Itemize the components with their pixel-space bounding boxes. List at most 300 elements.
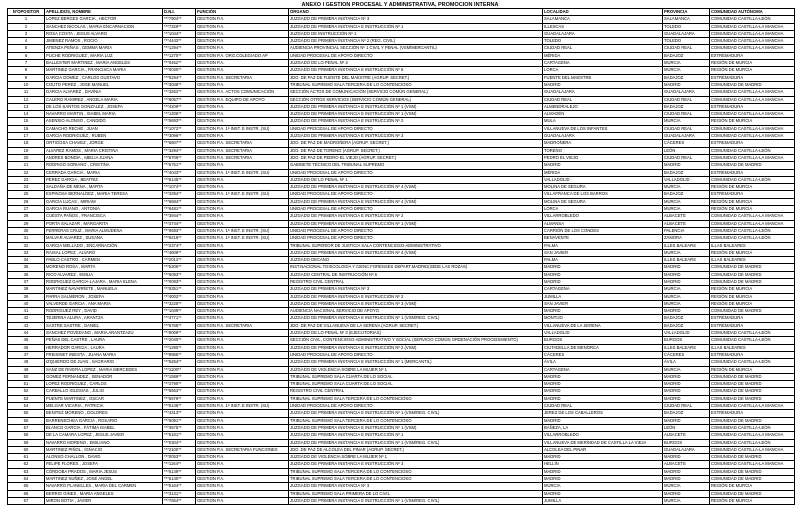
cell-comunidad: COMUNIDAD DE MADRID <box>710 395 795 402</box>
cell-nombre: ANDRES BONDIA , ABELIA JUANA <box>45 154 163 161</box>
table-row <box>8 213 795 220</box>
cell-provincia: BADAJOZ <box>663 103 710 110</box>
cell-funcion: GESTION P.A. <box>196 45 289 52</box>
cell-localidad: MÉRIDA <box>543 169 663 176</box>
cell-comunidad: COMUNIDAD CASTILLA-LA MANCHA <box>710 220 795 227</box>
cell-funcion: GESTION P.A. <box>196 198 289 205</box>
cell-dni: ***4771** <box>163 315 196 322</box>
table-row <box>8 45 795 52</box>
cell-organo: JUZGADO DE PRIMERA INSTANCIA E INSTRUCCIÓN Nº 1 (VSM) <box>289 424 543 431</box>
cell-provincia: GUADALAJARA <box>663 89 710 96</box>
cell-nombre: RODRIGUEZ GARCIA-LAJARA , MARIA ELENA <box>45 278 163 285</box>
cell-nombre: CARBALLO IGLESIAS , JULIO <box>45 388 163 395</box>
header-localidad: LOCALIDAD <box>543 9 663 16</box>
cell-nombre: NAVARRO MORENO , EMILIANO <box>45 439 163 446</box>
cell-provincia: VALLADOLID <box>663 176 710 183</box>
cell-localidad: ALMADÉN <box>543 111 663 118</box>
table-row <box>8 103 795 110</box>
cell-provincia: MURCIA <box>663 249 710 256</box>
cell-opositor: 18 <box>8 140 45 147</box>
cell-localidad: CÁCERES <box>543 351 663 358</box>
cell-nombre: FERRERAS CRUZ , MARIA ALMUDENA <box>45 227 163 234</box>
cell-nombre: CUESTA PAÑOS , FRANCISCA <box>45 213 163 220</box>
cell-dni: ***5091** <box>163 417 196 424</box>
cell-dni: ***4443** <box>163 38 196 45</box>
header-funcion: FUNCIÓN <box>196 9 289 16</box>
cell-organo: JUZGADO DE VIOLENCIA SOBRE LA MUJER Nº 1 <box>289 366 543 373</box>
cell-organo: GABINETE TÉCNICO DEL TRIBUNAL SUPREMO <box>289 162 543 169</box>
cell-dni: ***6145** <box>163 176 196 183</box>
cell-funcion: GESTION P.A. <box>196 476 289 483</box>
cell-localidad: VILLAFRANCA DE LOS BARROS <box>543 191 663 198</box>
table-row <box>8 81 795 88</box>
cell-localidad: SAN JAVIER <box>543 249 663 256</box>
cell-comunidad: COMUNIDAD CASTILLA-LEÓN <box>710 16 795 23</box>
table-row <box>8 388 795 395</box>
cell-organo: UNIDAD PROCESAL DE APOYO DIRECTO <box>289 351 543 358</box>
cell-opositor: 27 <box>8 206 45 213</box>
cell-dni: ***0693** <box>163 227 196 234</box>
table-row <box>8 74 795 81</box>
cell-comunidad: COMUNIDAD CASTILLA-LEÓN <box>710 176 795 183</box>
table-row <box>8 454 795 461</box>
cell-organo: TRIBUNAL SUPREMO SALA TERCERA DE LO CONTENCIOSO <box>289 81 543 88</box>
cell-opositor: 54 <box>8 403 45 410</box>
cell-localidad: GUADALAJARA <box>543 30 663 37</box>
table-row <box>8 133 795 140</box>
document-title: ANEXO I GESTION PROCESAL Y ADMINISTRATIVA, PROMOCION INTERNA <box>301 2 499 8</box>
cell-funcion: GESTION P.A. <box>196 351 289 358</box>
cell-opositor: 15 <box>8 118 45 125</box>
cell-organo: JUZGADO DE PRIMERA INSTANCIA Nº 3 <box>289 286 543 293</box>
cell-comunidad: COMUNIDAD DE MADRID <box>710 454 795 461</box>
cell-organo: TRIBUNAL SUPREMO SALA TERCERA DE LO CONTENCIOSO <box>289 395 543 402</box>
cell-localidad: VALLADOLID <box>543 176 663 183</box>
cell-nombre: ATIENZA PEÑAS , GEMMA MARIA <box>45 45 163 52</box>
cell-opositor: 31 <box>8 235 45 242</box>
cell-provincia: MADRID <box>663 308 710 315</box>
cell-nombre: GARCIA RUANO , ANTONIA <box>45 206 163 213</box>
cell-funcion: GESTION P.A. 1ª INST. E INSTR. (SU) <box>196 169 289 176</box>
cell-organo: JUZGADO DE PRIMERA INSTANCIA E INSTRUCCIÓN Nº 1 (VSM/REG. CIVIL) <box>289 497 543 504</box>
table-row <box>8 147 795 154</box>
cell-dni: ***9965** <box>163 351 196 358</box>
cell-organo: JUZGADO DE PRIMERA INSTANCIA E INSTRUCCIÓN Nº 4 (VSM) <box>289 249 543 256</box>
cell-nombre: GARCIA GOMEZ , CARLOS GUSTAVO <box>45 74 163 81</box>
cell-nombre: GARCIA LUCAS , MIRIAM <box>45 198 163 205</box>
table-row <box>8 89 795 96</box>
cell-organo: JUZGADO DE PRIMERA INSTANCIA Nº 3 <box>289 483 543 490</box>
cell-dni: ***4313** <box>163 410 196 417</box>
cell-provincia: MURCIA <box>663 206 710 213</box>
cell-opositor: 44 <box>8 330 45 337</box>
cell-dni: ***1100** <box>163 366 196 373</box>
cell-comunidad: EXTREMADURA <box>710 191 795 198</box>
cell-provincia: MADRID <box>663 417 710 424</box>
cell-dni: ***1294** <box>163 45 196 52</box>
cell-dni: ***5149** <box>163 468 196 475</box>
cell-opositor: 5 <box>8 45 45 52</box>
cell-dni: ***0304** <box>163 439 196 446</box>
cell-comunidad: REGIÓN DE MURCIA <box>710 60 795 67</box>
cell-opositor: 52 <box>8 388 45 395</box>
cell-localidad: MOLINA DE SEGURA <box>543 198 663 205</box>
cell-provincia: CIUDAD REAL <box>663 96 710 103</box>
table-row <box>8 373 795 380</box>
table-row <box>8 60 795 67</box>
cell-nombre: FELIPE FLORES , JOSEFA <box>45 461 163 468</box>
cell-opositor: 45 <box>8 337 45 344</box>
cell-provincia: BADAJOZ <box>663 191 710 198</box>
cell-provincia: MURCIA <box>663 60 710 67</box>
cell-opositor: 43 <box>8 322 45 329</box>
cell-opositor: 67 <box>8 497 45 504</box>
cell-nombre: BENITEZ MORENO , DOLORES <box>45 410 163 417</box>
cell-localidad: BAÑEZA, LA <box>543 424 663 431</box>
cell-localidad: HELLÍN <box>543 461 663 468</box>
cell-nombre: RODRIGO SORIANO , CRISTINA <box>45 162 163 169</box>
cell-dni: ***3944** <box>163 213 196 220</box>
cell-provincia: ALBACETE <box>663 432 710 439</box>
cell-comunidad: EXTREMADURA <box>710 52 795 59</box>
cell-nombre: PUENTE MARTINEZ , OSCAR <box>45 395 163 402</box>
cell-localidad: PEDRO EL VIEJO <box>543 154 663 161</box>
cell-provincia: CIUDAD REAL <box>663 125 710 132</box>
cell-nombre: MALVAR ALVAREZ , SUSANA <box>45 235 163 242</box>
cell-localidad: PALMA <box>543 242 663 249</box>
cell-opositor: 14 <box>8 111 45 118</box>
cell-provincia: GUADALAJARA <box>663 30 710 37</box>
cell-provincia: MADRID <box>663 388 710 395</box>
cell-funcion: GESTION P.A. <box>196 176 289 183</box>
cell-localidad: CARRIÓN DE LOS CONDES <box>543 227 663 234</box>
cell-funcion: GESTION P.A. <box>196 490 289 497</box>
table-header-row <box>8 9 795 16</box>
cell-provincia: BADAJOZ <box>663 52 710 59</box>
cell-comunidad: COMUNIDAD DE MADRID <box>710 388 795 395</box>
cell-dni: ***3096** <box>163 133 196 140</box>
cell-localidad: MADRID <box>543 381 663 388</box>
cell-nombre: MARTINEZ PIÑOL , IGNACIO <box>45 446 163 453</box>
cell-comunidad: COMUNIDAD CASTILLA-LEÓN <box>710 424 795 431</box>
cell-localidad: MADRID <box>543 476 663 483</box>
cell-nombre: HERRADOR GARCIA , LAURA <box>45 344 163 351</box>
cell-opositor: 41 <box>8 308 45 315</box>
cell-opositor: 11 <box>8 89 45 96</box>
cell-opositor: 2 <box>8 23 45 30</box>
cell-dni: ***5140** <box>163 476 196 483</box>
cell-provincia: VALLADOLID <box>663 330 710 337</box>
cell-opositor: 22 <box>8 169 45 176</box>
table-row <box>8 476 795 483</box>
cell-organo: JUZGADO DECANO <box>289 257 543 264</box>
cell-funcion: GESTION P.A. <box>196 461 289 468</box>
header-organo: ÓRGANO <box>289 9 543 16</box>
cell-nombre: DE LA CAMARA LOPEZ , JESUS JAVIER <box>45 432 163 439</box>
cell-localidad: GUADALAJARA <box>543 133 663 140</box>
cell-funcion: GESTION P.A. <box>196 206 289 213</box>
cell-dni: ***7904** <box>163 16 196 23</box>
cell-nombre: MARTINEZ GARCIA , FRANCISCA MARIA <box>45 67 163 74</box>
cell-comunidad: COMUNIDAD CASTILLA-LA MANCHA <box>710 432 795 439</box>
table-row <box>8 446 795 453</box>
table-row <box>8 176 795 183</box>
cell-funcion: GESTION P.A. <box>196 118 289 125</box>
cell-dni: ***3131** <box>163 490 196 497</box>
cell-organo: TRIBUNAL SUPREMO SALA CUARTA DE LO SOCIAL <box>289 381 543 388</box>
table-row <box>8 111 795 118</box>
cell-comunidad: REGIÓN DE MURCIA <box>710 366 795 373</box>
cell-opositor: 4 <box>8 38 45 45</box>
cell-dni: ***6481** <box>163 206 196 213</box>
table-row <box>8 16 795 23</box>
cell-provincia: MURCIA <box>663 300 710 307</box>
cell-comunidad: REGIÓN DE MURCIA <box>710 249 795 256</box>
cell-provincia: CÁCERES <box>663 351 710 358</box>
cell-opositor: 49 <box>8 366 45 373</box>
cell-comunidad: REGIÓN DE MURCIA <box>710 300 795 307</box>
cell-nombre: GARCIA RODRIGUEZ , RUBEN <box>45 133 163 140</box>
cell-organo: REGISTRO CIVIL CENTRAL <box>289 278 543 285</box>
cell-localidad: ÁVILA <box>543 359 663 366</box>
cell-funcion: GESTION P.A. <box>196 439 289 446</box>
cell-localidad: CARTAGENA <box>543 60 663 67</box>
cell-opositor: 46 <box>8 344 45 351</box>
cell-localidad: MONTIJO <box>543 315 663 322</box>
cell-opositor: 56 <box>8 417 45 424</box>
cell-nombre: RODRIGUEZ REY , DAVID <box>45 308 163 315</box>
cell-organo: JUZGADO DE PRIMERA INSTANCIA Nº 3 <box>289 16 543 23</box>
cell-nombre: BERRIO GINES , MARIA ANGELES <box>45 490 163 497</box>
cell-dni: ***0294** <box>163 74 196 81</box>
cell-organo: JUZGADO DE PRIMERA INSTANCIA E INSTRUCCIÓN Nº 4 (VSM) <box>289 184 543 191</box>
cell-funcion: GESTION P.A. ORG.COLEGIADO AP <box>196 52 289 59</box>
cell-provincia: MADRID <box>663 490 710 497</box>
cell-funcion: GESTION P.A. SECRETARIA FUNCIONES <box>196 446 289 453</box>
table-row <box>8 432 795 439</box>
header-dni: D.N.I. <box>163 9 196 16</box>
cell-funcion: GESTION P.A. <box>196 300 289 307</box>
cell-provincia: MURCIA <box>663 483 710 490</box>
cell-organo: JUZGADO DE PRIMERA INSTANCIA E INSTRUCCIÓN Nº 1 (VSM/REG. CIVIL) <box>289 439 543 446</box>
cell-nombre: SASTRE SASTRE , DANIEL <box>45 322 163 329</box>
cell-dni: ***3575** <box>163 424 196 431</box>
cell-opositor: 17 <box>8 133 45 140</box>
table-row <box>8 125 795 132</box>
cell-provincia: ILLES BALEARS <box>663 242 710 249</box>
table-row <box>8 293 795 300</box>
cell-organo: SECCIÓN CIVIL, CONTENCIOSO-ADMINISTRATIVO Y SOCIAL (SERVICIO COMÚN ORDENACIÓN PROCEDIMIENTO) <box>289 337 543 344</box>
cell-funcion: GESTION P.A. <box>196 271 289 278</box>
table-row <box>8 483 795 490</box>
cell-opositor: 6 <box>8 52 45 59</box>
cell-provincia: MADRID <box>663 454 710 461</box>
cell-comunidad: COMUNIDAD CASTILLA-LA MANCHA <box>710 45 795 52</box>
cell-dni: ***1206** <box>163 111 196 118</box>
cell-opositor: 21 <box>8 162 45 169</box>
cell-dni: ***4209** <box>163 103 196 110</box>
cell-organo: JDO. DE PAZ DE PEDRO EL VIEJO (AGRUP. SECRET.) <box>289 154 543 161</box>
cell-dni: ***5164** <box>163 483 196 490</box>
cell-provincia: BADAJOZ <box>663 410 710 417</box>
cell-nombre: ORTIGOSA CHAVEZ , JORGE <box>45 140 163 147</box>
cell-dni: ***1049** <box>163 308 196 315</box>
table-row <box>8 424 795 431</box>
cell-localidad: VALLADOLID <box>543 330 663 337</box>
cell-nombre: ESPINOSA BERNALDEZ , MARIA TERESA <box>45 191 163 198</box>
cell-nombre: MORENO ROSA , MARTA <box>45 264 163 271</box>
cell-dni: ***5264** <box>163 359 196 366</box>
cell-comunidad: COMUNIDAD CASTILLA-LEÓN <box>710 439 795 446</box>
cell-provincia: LEÓN <box>663 424 710 431</box>
table-row <box>8 198 795 205</box>
cell-opositor: 61 <box>8 454 45 461</box>
cell-comunidad: COMUNIDAD CASTILLA-LEÓN <box>710 330 795 337</box>
cell-localidad: MADRID <box>543 308 663 315</box>
cell-dni: ***0030** <box>163 67 196 74</box>
cell-localidad: MÉRIDA <box>543 52 663 59</box>
table-row <box>8 461 795 468</box>
cell-provincia: MURCIA <box>663 67 710 74</box>
table-row <box>8 417 795 424</box>
cell-nombre: CERRADA GARCIA , MARIA <box>45 169 163 176</box>
cell-funcion: GESTION P.A. <box>196 483 289 490</box>
cell-comunidad: COMUNIDAD DE MADRID <box>710 468 795 475</box>
cell-nombre: PEÑAS DEL CASTRE , LAURA <box>45 337 163 344</box>
cell-nombre: ALONSO CHALLON , DAVID <box>45 454 163 461</box>
cell-funcion: GESTION P.A. <box>196 330 289 337</box>
cell-comunidad: REGIÓN DE MURCIA <box>710 286 795 293</box>
cell-comunidad: COMUNIDAD CASTILLA-LA MANCHA <box>710 38 795 45</box>
cell-organo: UNIDAD PROCESAL DE APOYO DIRECTO <box>289 52 543 59</box>
header-comunidad: COMUNIDAD AUTÓNOMA <box>710 9 795 16</box>
cell-nombre: SANCHEZ POVEDANO , MARIA ARANTZAZU <box>45 330 163 337</box>
cell-comunidad: COMUNIDAD DE MADRID <box>710 81 795 88</box>
cell-provincia: ZAMORA <box>663 235 710 242</box>
cell-nombre: SANCHEZ NICOLAS , MARIA ENCARNACION <box>45 23 163 30</box>
cell-localidad: PALMA <box>543 257 663 264</box>
table-row <box>8 308 795 315</box>
cell-comunidad: ILLAS BALEARES <box>710 242 795 249</box>
cell-comunidad: EXTREMADURA <box>710 315 795 322</box>
cell-localidad: MADRID <box>543 454 663 461</box>
cell-provincia: ALBACETE <box>663 213 710 220</box>
cell-organo: TRIBUNAL SUPREMO SALA PRIMERA DE LO CIVIL <box>289 490 543 497</box>
table-row <box>8 410 795 417</box>
cell-organo: JUZGADO DE PRIMERA INSTANCIA E INSTRUCCIÓN Nº 4 (VSM) <box>289 198 543 205</box>
cell-organo: JUZGADO DE PRIMERA INSTANCIA E INSTRUCCIÓN Nº 3 (VSM) <box>289 300 543 307</box>
cell-opositor: 64 <box>8 476 45 483</box>
cell-nombre: MARTINEZ NUÑEZ , JOSE ANGEL <box>45 476 163 483</box>
cell-funcion: GESTION P.A. ACTOS COMUNICACIÓN <box>196 89 289 96</box>
cell-organo: UNIDAD PROCESAL DE APOYO DIRECTO <box>289 227 543 234</box>
cell-organo: JUZGADO DE PRIMERA INSTANCIA E INSTRUCCIÓN Nº 2 <box>289 213 543 220</box>
cell-organo: JUZGADO DE PRIMERA INSTANCIA E INSTRUCCIÓN Nº 1 (VSM) <box>289 220 543 227</box>
header-opositor: NºOPOSITOR <box>8 9 45 16</box>
cell-dni: ***2012** <box>163 257 196 264</box>
cell-comunidad: EXTREMADURA <box>710 410 795 417</box>
cell-opositor: 58 <box>8 432 45 439</box>
cell-organo: JUZGADO DE PRIMERA INSTANCIA E INSTRUCCIÓN Nº 1 (VSM/REG. CIVIL) <box>289 315 543 322</box>
cell-organo: JUZGADO DE PRIMERA INSTANCIA E INSTRUCCIÓN Nº 1 (MERCANTIL) <box>289 359 543 366</box>
cell-localidad: MADRID <box>543 278 663 285</box>
cell-localidad: BURGOS <box>543 337 663 344</box>
cell-funcion: GESTION P.A. SECRETARIA <box>196 322 289 329</box>
cell-dni: ***6057** <box>163 96 196 103</box>
cell-funcion: GESTION P.A. <box>196 344 289 351</box>
cell-opositor: 28 <box>8 213 45 220</box>
cell-funcion: GESTION P.A. EQUIPO DE APOYO <box>196 96 289 103</box>
cell-organo: JUZGADO DE PRIMERA INSTANCIA Nº 2 (REG. CIVIL) <box>289 38 543 45</box>
cell-provincia: MURCIA <box>663 293 710 300</box>
cell-comunidad: COMUNIDAD CASTILLA-LEÓN <box>710 359 795 366</box>
cell-provincia: MADRID <box>663 395 710 402</box>
cell-funcion: GESTION P.A. SECRETARIA <box>196 154 289 161</box>
cell-organo: JUZGADO DE PRIMERA INSTANCIA E INSTRUCCIÓN Nº 1 (VSM) <box>289 111 543 118</box>
cell-provincia: MADRID <box>663 162 710 169</box>
cell-organo: JUZGADO DE LO PENAL Nº 3 (EJECUTORIAS) <box>289 330 543 337</box>
cell-comunidad: COMUNIDAD DE MADRID <box>710 271 795 278</box>
cell-funcion: GESTION P.A. 1ª INST. E INSTR. (SU) <box>196 235 289 242</box>
cell-opositor: 33 <box>8 249 45 256</box>
cell-comunidad: COMUNIDAD DE MADRID <box>710 264 795 271</box>
cell-localidad: TORENO <box>543 147 663 154</box>
cell-comunidad: REGIÓN DE MURCIA <box>710 497 795 504</box>
cell-comunidad: COMUNIDAD DE MADRID <box>710 381 795 388</box>
table-row <box>8 67 795 74</box>
cell-dni: ***5161** <box>163 432 196 439</box>
cell-localidad: ALMANSA <box>543 220 663 227</box>
cell-comunidad: REGIÓN DE MURCIA <box>710 184 795 191</box>
cell-provincia: MURCIA <box>663 118 710 125</box>
cell-funcion: GESTION P.A. SECRETARIA <box>196 147 289 154</box>
cell-opositor: 7 <box>8 60 45 67</box>
cell-comunidad: REGIÓN DE MURCIA <box>710 293 795 300</box>
table-row <box>8 271 795 278</box>
cell-funcion: GESTION P.A. <box>196 38 289 45</box>
cell-funcion: GESTION P.A. <box>196 30 289 37</box>
cell-opositor: 62 <box>8 461 45 468</box>
cell-nombre: CAMACHO RECHE , JUAN <box>45 125 163 132</box>
cell-opositor: 48 <box>8 359 45 366</box>
cell-opositor: 57 <box>8 424 45 431</box>
cell-dni: ***6765** <box>163 322 196 329</box>
cell-nombre: LOPEZ BERGES GARCIA , HECTOR <box>45 16 163 23</box>
table-row <box>8 264 795 271</box>
cell-nombre: LOPEZ RODRIGUEZ , CARLOS <box>45 381 163 388</box>
table-row <box>8 359 795 366</box>
table-row <box>8 381 795 388</box>
cell-localidad: MADRID <box>543 395 663 402</box>
cell-nombre: ALVAREZ RAMOS , MARIA CRISTINA <box>45 147 163 154</box>
cell-organo: JDO. DE PAZ DE ALCOLEA DEL PINAR (AGRUP. SECRET.) <box>289 446 543 453</box>
cell-dni: ***0452** <box>163 60 196 67</box>
cell-provincia: ILLES BALEARS <box>663 344 710 351</box>
cell-provincia: ÁVILA <box>663 359 710 366</box>
cell-provincia: BURGOS <box>663 439 710 446</box>
cell-dni: ***1072** <box>163 125 196 132</box>
cell-comunidad: REGIÓN DE MURCIA <box>710 118 795 125</box>
cell-opositor: 42 <box>8 315 45 322</box>
cell-comunidad: COMUNIDAD DE MADRID <box>710 490 795 497</box>
cell-dni: ***5693** <box>163 118 196 125</box>
cell-provincia: CIUDAD REAL <box>663 45 710 52</box>
cell-organo: JDO. DE PAZ DE MADROÑERA (AGRUP. SECRET.) <box>289 140 543 147</box>
cell-dni: ***7654** <box>163 497 196 504</box>
cell-opositor: 39 <box>8 293 45 300</box>
cell-dni: ***3394** <box>163 191 196 198</box>
table-row <box>8 235 795 242</box>
